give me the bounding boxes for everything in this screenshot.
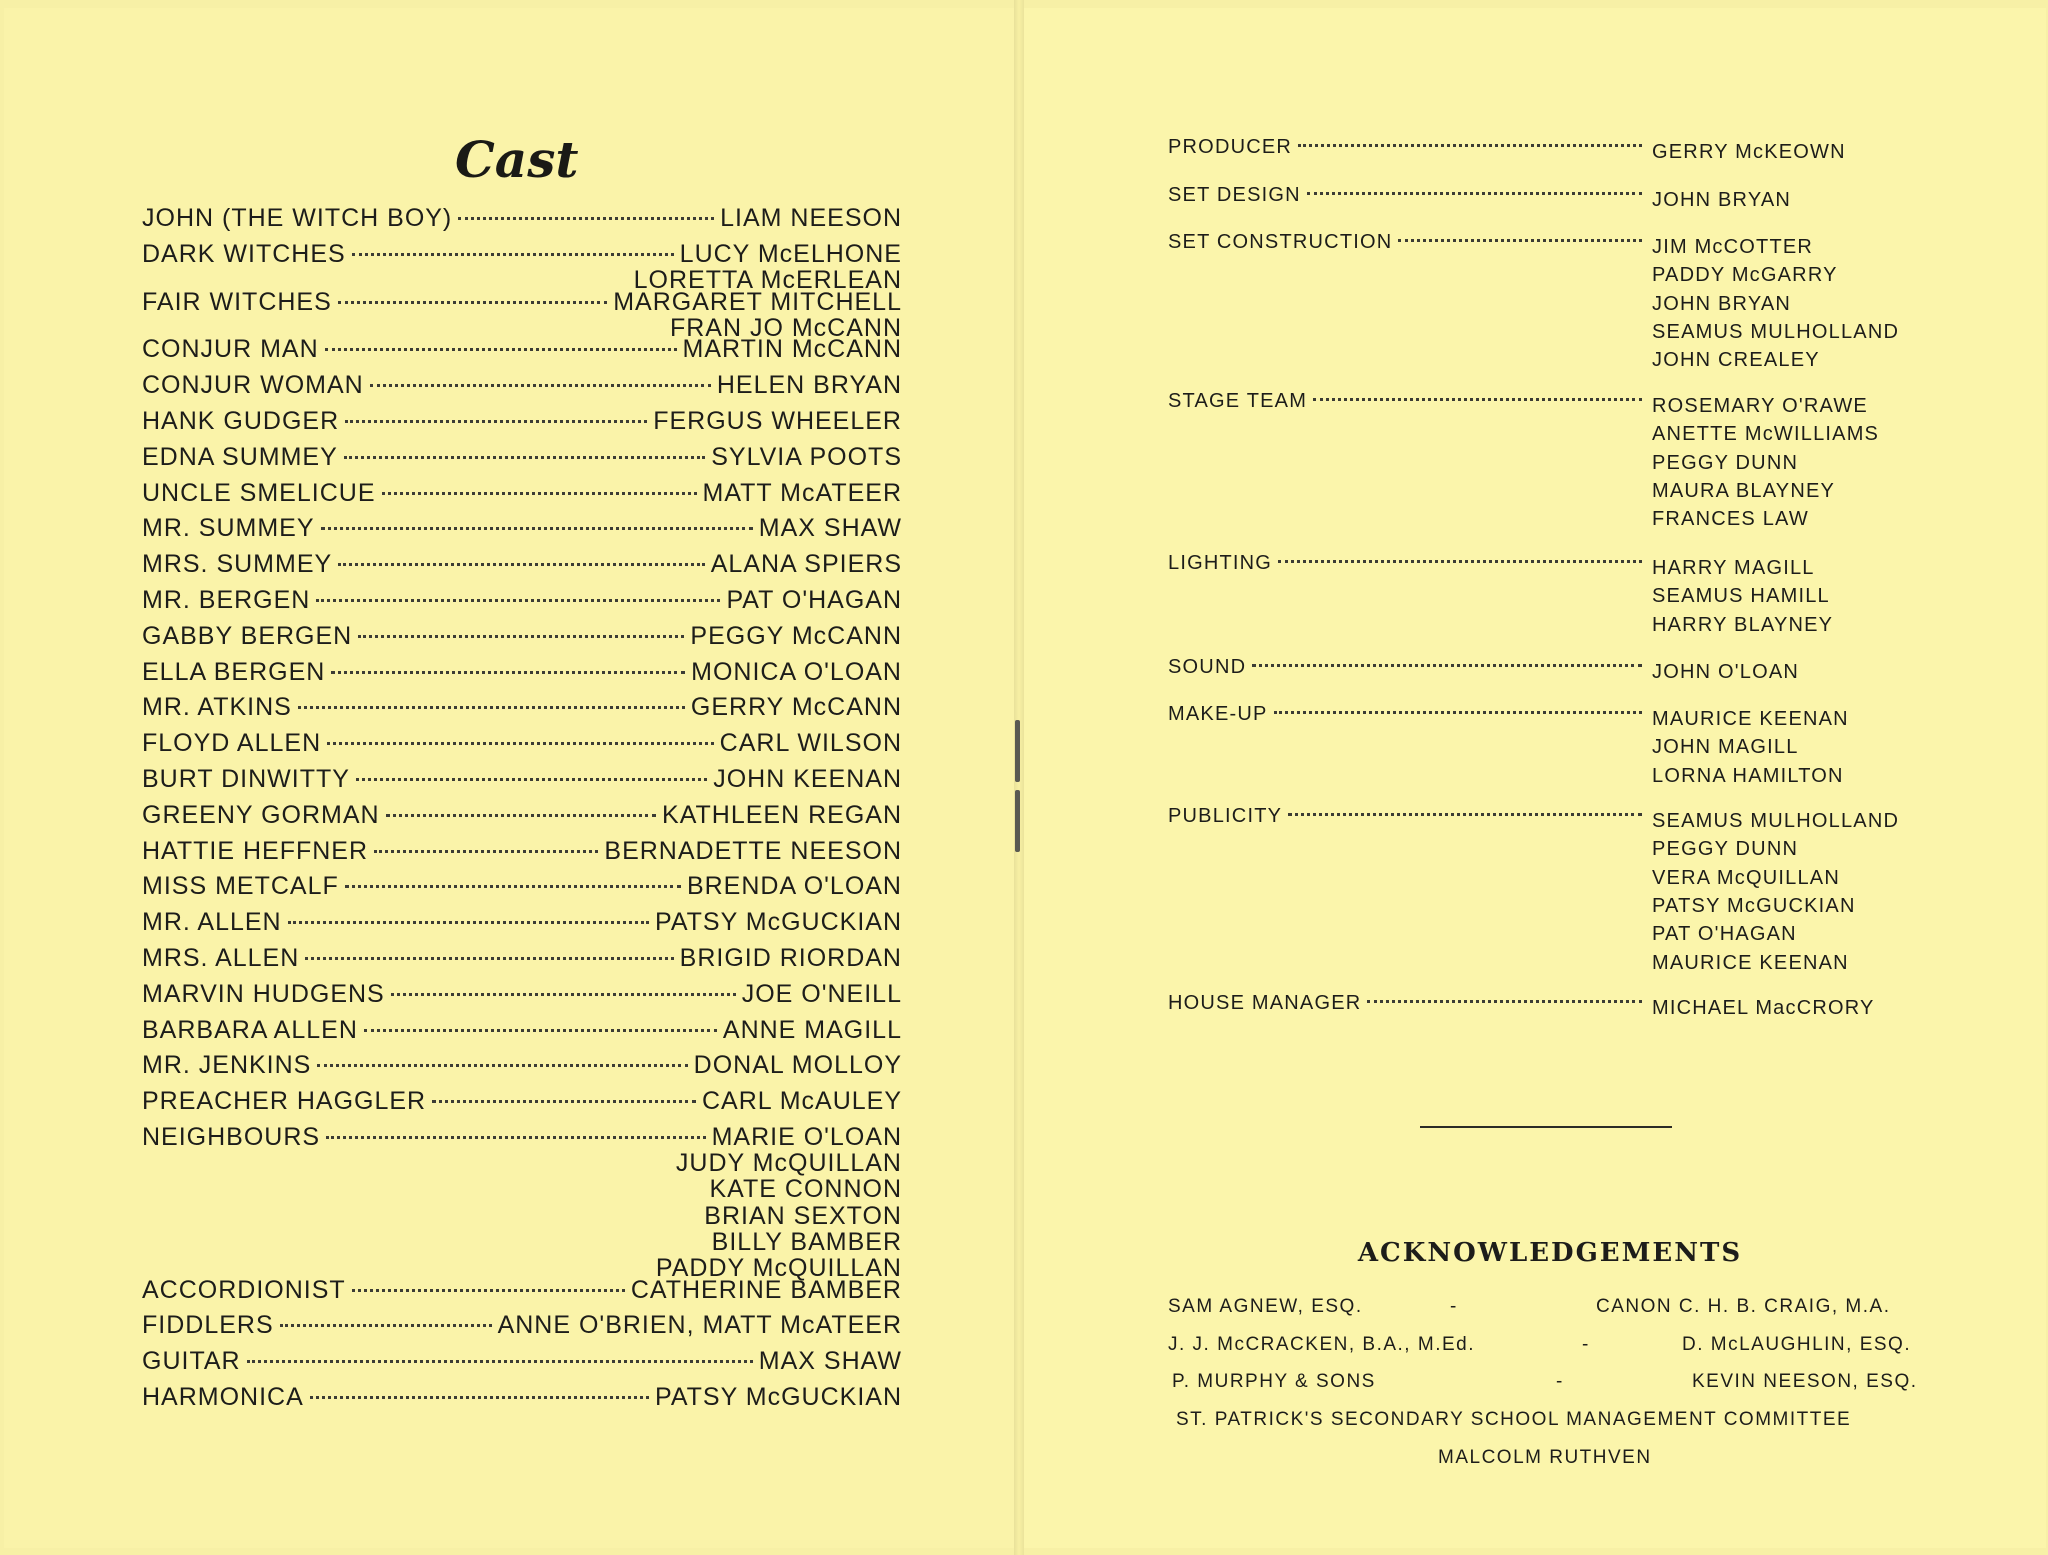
crew-name: JIM McCOTTER (1652, 236, 1814, 258)
cast-role: DARK WITCHES (142, 239, 346, 268)
cast-row (142, 550, 902, 579)
crew-name: HARRY MAGILL (1652, 557, 1815, 579)
dot-leader (316, 599, 720, 602)
crew-name: FRANCES LAW (1652, 508, 1809, 531)
cast-actor: MAX SHAW (758, 514, 902, 543)
crew-role: HOUSE MANAGER (1168, 992, 1362, 1014)
cast-row (142, 622, 902, 651)
cast-row (142, 1347, 902, 1376)
cast-row (142, 1123, 902, 1152)
crew-name: HARRY BLAYNEY (1652, 613, 1834, 636)
cast-role: HARMONICA (142, 1383, 304, 1411)
cast-row (142, 288, 902, 317)
dot-leader (305, 957, 673, 960)
cast-actor-extra: BILLY BAMBER (711, 1227, 902, 1256)
cast-row (142, 1051, 902, 1080)
cast-actor-extra: BRIAN SEXTON (704, 1201, 902, 1230)
crew-name: PAT O'HAGAN (1652, 923, 1797, 946)
cast-row (142, 407, 902, 436)
crew-name: GERRY McKEOWN (1652, 141, 1846, 163)
cast-role: JOHN (THE WITCH BOY) (142, 204, 453, 232)
dot-leader (356, 778, 707, 781)
ack-left-1: SAM AGNEW, ESQ. (1168, 1296, 1363, 1317)
cast-row (142, 240, 902, 269)
dot-leader (364, 1029, 717, 1032)
cast-role: GABBY BERGEN (142, 621, 353, 650)
dot-leader (331, 671, 685, 674)
cast-actor: JOE O'NEILL (741, 979, 902, 1008)
dot-leader (386, 814, 656, 817)
crew-row (1168, 656, 1648, 679)
crew-row (1168, 184, 1648, 207)
cast-row (142, 658, 902, 687)
staple-bottom (1015, 790, 1020, 852)
cast-role: GREENY GORMAN (142, 800, 380, 829)
ack-right-1: CANON C. H. B. CRAIG, M.A. (1596, 1296, 1891, 1317)
dot-leader (310, 1396, 649, 1399)
crew-name: MAURICE KEENAN (1652, 951, 1849, 974)
dot-leader (432, 1100, 696, 1103)
cast-role: MR. JENKINS (142, 1051, 312, 1080)
crew-role: PRODUCER (1168, 136, 1293, 158)
cast-actor: PEGGY McCANN (690, 621, 902, 650)
ack-right-2: D. McLAUGHLIN, ESQ. (1682, 1334, 1912, 1355)
cast-actor: CATHERINE BAMBER (630, 1275, 902, 1304)
cast-actor: CARL McAULEY (701, 1087, 902, 1116)
cast-actor: KATHLEEN REGAN (662, 800, 902, 829)
dot-leader (338, 563, 705, 566)
dot-leader (321, 527, 753, 530)
cast-role: MISS METCALF (142, 872, 339, 901)
cast-row (142, 944, 902, 973)
cast-role: CONJUR MAN (142, 335, 319, 364)
ack-left-2: J. J. McCRACKEN, B.A., M.Ed. (1168, 1334, 1475, 1355)
divider-rule (1420, 1126, 1672, 1128)
crew-name: JOHN MAGILL (1652, 736, 1799, 759)
crew-row (1168, 552, 1648, 575)
cast-role: BARBARA ALLEN (142, 1015, 358, 1044)
crew-role: STAGE TEAM (1168, 390, 1308, 412)
dot-leader (298, 706, 685, 709)
dot-leader (345, 885, 681, 888)
cast-row (142, 1311, 902, 1340)
cast-role: ELLA BERGEN (142, 657, 326, 686)
ack-committee: ST. PATRICK'S SECONDARY SCHOOL MANAGEMENT COMMITTEE (1176, 1409, 1852, 1430)
dot-leader (1298, 144, 1642, 147)
crew-name: SEAMUS MULHOLLAND (1652, 320, 1900, 343)
cast-actor-extra: PADDY McQUILLAN (655, 1254, 902, 1282)
crew-role: SOUND (1168, 656, 1247, 678)
cast-actor-extra: FRAN JO McCANN (669, 313, 902, 342)
cast-role: PREACHER HAGGLER (142, 1087, 427, 1116)
crew-name: VERA McQUILLAN (1652, 866, 1840, 889)
cast-role: EDNA SUMMEY (142, 442, 338, 471)
crew-row (1168, 805, 1648, 828)
dot-leader (391, 993, 736, 996)
dot-leader (280, 1324, 492, 1327)
ack-final: MALCOLM RUTHVEN (1438, 1447, 1652, 1468)
dot-leader (345, 420, 647, 423)
dot-leader (317, 1064, 687, 1067)
cast-actor: JOHN KEENAN (713, 765, 902, 793)
ack-left-3: P. MURPHY & SONS (1172, 1371, 1376, 1392)
staple-top (1015, 720, 1020, 782)
crew-row (1168, 231, 1648, 254)
crew-row (1168, 703, 1648, 726)
cast-role: MR. ATKINS (142, 693, 292, 722)
cast-row (142, 765, 902, 794)
cast-row (142, 514, 902, 543)
cast-role: MARVIN HUDGENS (142, 979, 385, 1008)
cast-actor: SYLVIA POOTS (711, 442, 902, 471)
dot-leader (352, 253, 674, 256)
cast-actor-extra: LORETTA McERLEAN (633, 266, 902, 294)
dot-leader (325, 348, 677, 351)
dot-leader (458, 217, 714, 220)
cast-row (142, 729, 902, 758)
cast-row (142, 371, 902, 400)
cast-role: MRS. ALLEN (142, 944, 300, 972)
cast-row (142, 443, 902, 472)
crew-name: PEGGY DUNN (1652, 451, 1799, 474)
crew-name: JOHN BRYAN (1652, 292, 1792, 315)
crew-name: PEGGY DUNN (1652, 838, 1799, 861)
cast-role: GUITAR (142, 1347, 241, 1376)
cast-actor: PATSY McGUCKIAN (655, 1383, 902, 1411)
cast-role: NEIGHBOURS (142, 1123, 321, 1151)
crew-name: ANETTE McWILLIAMS (1652, 423, 1880, 446)
cast-role: FLOYD ALLEN (142, 729, 322, 758)
cast-role: BURT DINWITTY (142, 765, 350, 793)
cast-role: FAIR WITCHES (142, 287, 332, 316)
dot-leader (1252, 664, 1642, 667)
cast-actor: MARIE O'LOAN (711, 1123, 902, 1151)
dot-leader (1313, 398, 1642, 401)
cast-actor: LIAM NEESON (720, 204, 902, 232)
ack-sep-1: - (1450, 1296, 1458, 1317)
cast-title: Cast (455, 130, 579, 189)
crew-name: PATSY McGUCKIAN (1652, 894, 1856, 917)
dot-leader (370, 384, 711, 387)
cast-actor-extra: KATE CONNON (709, 1175, 902, 1204)
ack-sep-2: - (1582, 1334, 1590, 1355)
crew-name: MAURA BLAYNEY (1652, 479, 1836, 502)
crew-role: MAKE-UP (1168, 703, 1268, 725)
cast-row (142, 479, 902, 508)
cast-actor: BRIGID RIORDAN (679, 944, 902, 972)
cast-row (142, 908, 902, 937)
cast-actor: BERNADETTE NEESON (604, 836, 902, 865)
dot-leader (1398, 239, 1642, 242)
dot-leader (327, 742, 714, 745)
cast-row (142, 335, 902, 364)
cast-actor: PATSY McGUCKIAN (655, 908, 902, 937)
dot-leader (358, 635, 684, 638)
cast-actor: ANNE MAGILL (722, 1015, 902, 1044)
cast-role: MR. SUMMEY (142, 514, 315, 543)
crew-role: SET CONSTRUCTION (1168, 231, 1393, 253)
cast-role: MR. BERGEN (142, 586, 311, 614)
cast-row (142, 1087, 902, 1116)
crew-name: LORNA HAMILTON (1652, 764, 1844, 787)
cast-actor: FERGUS WHEELER (653, 407, 902, 435)
crew-name: JOHN O'LOAN (1652, 661, 1800, 683)
cast-actor: ANNE O'BRIEN, MATT McATEER (497, 1311, 902, 1340)
cast-actor: GERRY McCANN (690, 693, 902, 722)
cast-actor: MATT McATEER (702, 478, 902, 507)
cast-row (142, 1016, 902, 1045)
cast-actor: PAT O'HAGAN (726, 586, 902, 614)
cast-row (142, 1383, 902, 1412)
cast-row (142, 204, 902, 233)
cast-actor: MAX SHAW (758, 1347, 902, 1376)
dot-leader (247, 1360, 753, 1363)
cast-actor: CARL WILSON (719, 729, 902, 758)
crew-name: MAURICE KEENAN (1652, 708, 1849, 730)
crew-name: MICHAEL MacCRORY (1652, 997, 1875, 1019)
dot-leader (1367, 1000, 1642, 1003)
cast-row (142, 872, 902, 901)
crew-name: SEAMUS HAMILL (1652, 585, 1830, 608)
cast-actor-extra: JUDY McQUILLAN (675, 1149, 902, 1178)
cast-role: MRS. SUMMEY (142, 550, 333, 579)
dot-leader (1307, 192, 1642, 195)
cast-row (142, 837, 902, 866)
cast-actor: MONICA O'LOAN (691, 657, 902, 686)
cast-actor: DONAL MOLLOY (693, 1051, 902, 1080)
ack-sep-3: - (1556, 1371, 1564, 1392)
cast-role: HANK GUDGER (142, 407, 340, 435)
crew-row (1168, 992, 1648, 1015)
dot-leader (338, 301, 607, 304)
crew-role: LIGHTING (1168, 552, 1273, 574)
crew-role: PUBLICITY (1168, 805, 1283, 827)
cast-actor: LUCY McELHONE (679, 239, 902, 268)
dot-leader (326, 1136, 705, 1139)
crew-name: JOHN CREALEY (1652, 349, 1820, 372)
cast-role: UNCLE SMELICUE (142, 478, 376, 507)
cast-row (142, 980, 902, 1009)
dot-leader (1274, 711, 1642, 714)
cast-role: FIDDLERS (142, 1311, 274, 1340)
acknowledgements-title: ACKNOWLEDGEMENTS (1357, 1238, 1743, 1268)
cast-actor: ALANA SPIERS (710, 550, 902, 579)
cast-row (142, 1276, 902, 1305)
dot-leader (382, 492, 697, 495)
cast-actor: HELEN BRYAN (716, 371, 902, 400)
cast-role: ACCORDIONIST (142, 1275, 346, 1304)
crew-name: SEAMUS MULHOLLAND (1652, 810, 1900, 832)
cast-actor: MARGARET MITCHELL (613, 287, 902, 316)
cast-row (142, 801, 902, 830)
cast-row (142, 693, 902, 722)
crew-name: PADDY McGARRY (1652, 264, 1838, 287)
crew-name: ROSEMARY O'RAWE (1652, 395, 1868, 417)
cast-row (142, 586, 902, 615)
dot-leader (1278, 560, 1642, 563)
crew-name: JOHN BRYAN (1652, 189, 1792, 211)
dot-leader (352, 1289, 625, 1292)
cast-role: CONJUR WOMAN (142, 371, 364, 400)
crew-role: SET DESIGN (1168, 184, 1301, 206)
cast-actor: MARTIN McCANN (682, 335, 902, 364)
dot-leader (374, 850, 598, 853)
dot-leader (288, 921, 649, 924)
ack-right-3: KEVIN NEESON, ESQ. (1692, 1371, 1918, 1392)
cast-role: HATTIE HEFFNER (142, 836, 369, 865)
cast-role: MR. ALLEN (142, 908, 282, 937)
crew-row (1168, 390, 1648, 413)
dot-leader (1288, 813, 1642, 816)
dot-leader (344, 456, 705, 459)
cast-actor: BRENDA O'LOAN (686, 872, 902, 901)
crew-row (1168, 136, 1648, 159)
